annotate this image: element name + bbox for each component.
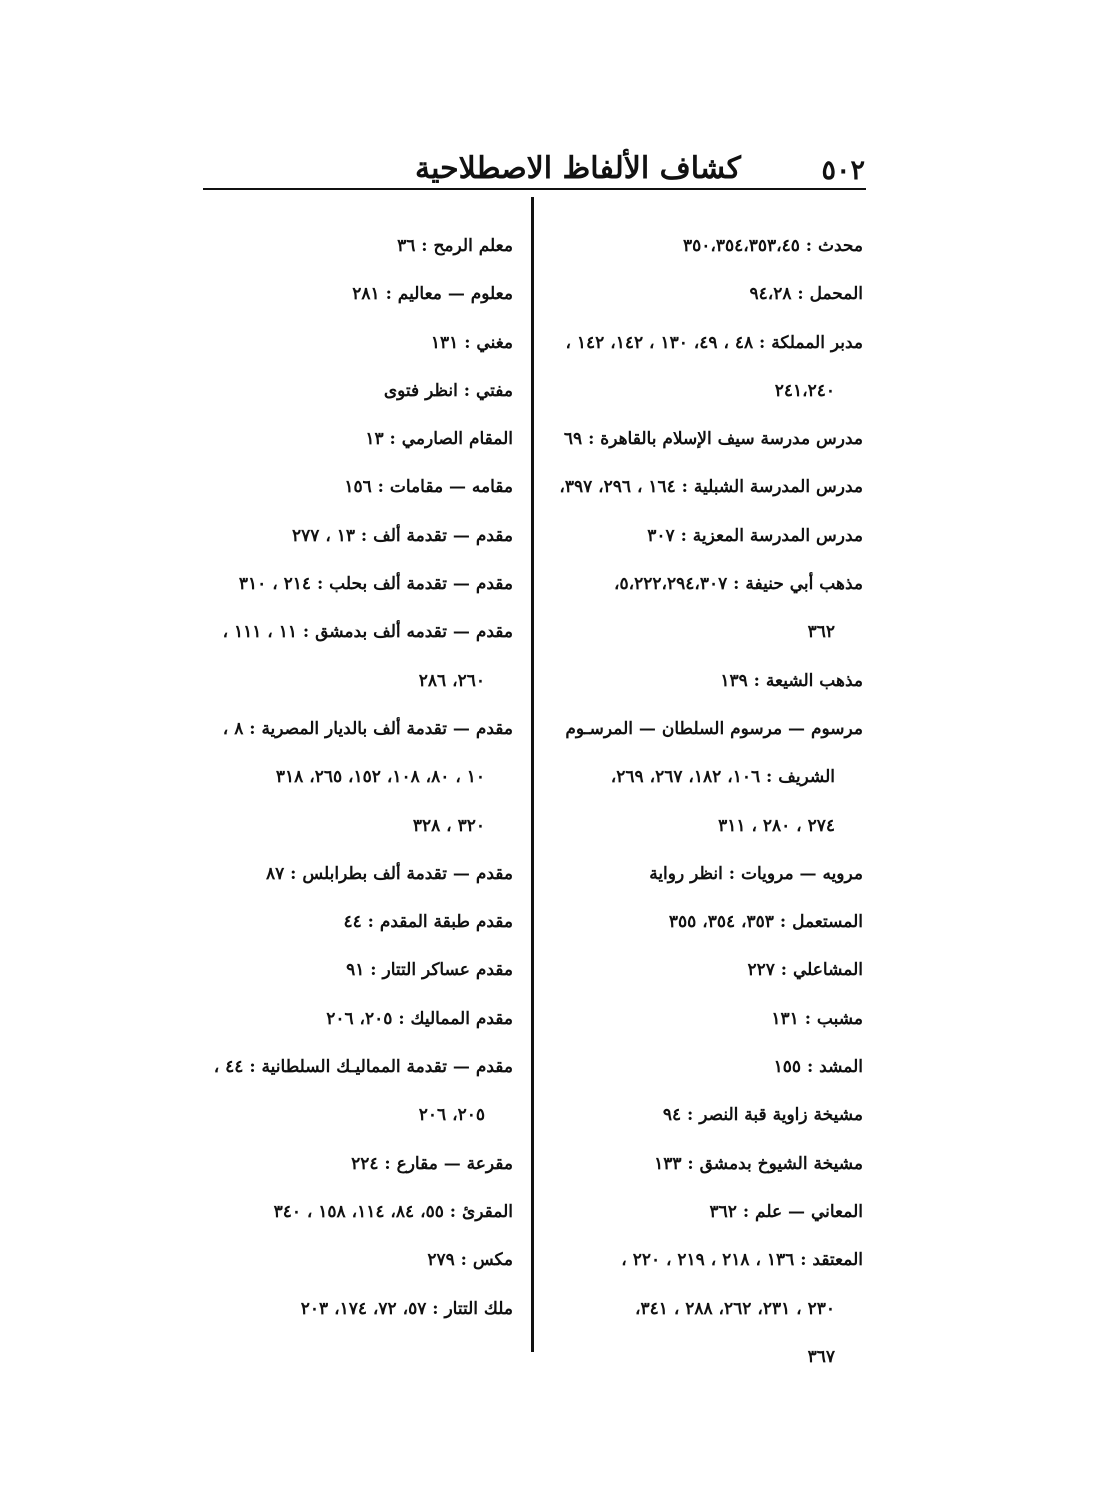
index-entry-continuation: ٣٦٢ bbox=[807, 622, 835, 643]
index-entry: مقدم طبقة المقدم : ٤٤ bbox=[343, 912, 513, 933]
index-entry-continuation: ٢٧٤ ، ٢٨٠ ، ٣١١ bbox=[718, 815, 835, 836]
index-entry-continuation: ٢٠٥، ٢٠٦ bbox=[418, 1105, 485, 1126]
index-entry: مشبب : ١٣١ bbox=[771, 1008, 863, 1029]
index-entry: مقرعة — مقارع : ٢٢٤ bbox=[351, 1153, 513, 1174]
page-header bbox=[205, 138, 865, 186]
index-entry: المعاني — علم : ٣٦٢ bbox=[709, 1201, 863, 1222]
index-entry: مغني : ١٣١ bbox=[430, 332, 513, 353]
column-divider bbox=[531, 197, 534, 1352]
index-entry: المقرئ : ٥٥، ٨٤، ١١٤، ١٥٨ ، ٣٤٠ bbox=[273, 1201, 513, 1222]
index-entry: مقدم — تقدمة ألف بالديار المصرية : ٨ ، bbox=[222, 718, 513, 739]
index-entry: معلم الرمح : ٣٦ bbox=[397, 236, 513, 256]
page-title: كشاف الألفاظ الاصطلاحية bbox=[415, 151, 741, 186]
index-entry-continuation: ٣٦٧ bbox=[807, 1346, 835, 1367]
index-entry: المحمل : ٩٤،٢٨ bbox=[749, 284, 863, 305]
index-entry: مقدم المماليك : ٢٠٥، ٢٠٦ bbox=[326, 1008, 513, 1029]
index-entry: مشيخة الشيوخ بدمشق : ١٣٣ bbox=[654, 1153, 863, 1174]
index-entry: المعتقد : ١٣٦ ، ٢١٨ ، ٢١٩ ، ٢٢٠ ، bbox=[621, 1250, 863, 1271]
index-entry: محدث : ٣٥٠،٣٥٤،٣٥٣،٤٥ bbox=[682, 236, 863, 256]
index-entry-continuation: ٣٢٠ ، ٣٢٨ bbox=[412, 815, 485, 836]
index-entry: المشاعلي : ٢٢٧ bbox=[747, 960, 863, 981]
index-entry: ملك التتار : ٥٧، ٧٢، ١٧٤، ٢٠٣ bbox=[300, 1298, 513, 1319]
index-entry: مدرس المدرسة الشبلية : ١٦٤ ، ٢٩٦، ٣٩٧، bbox=[559, 477, 863, 498]
index-entry: مفتي : انظر فتوى bbox=[383, 380, 513, 401]
index-entry: مرويه — مرويات : انظر رواية bbox=[649, 863, 863, 884]
index-entry: مقدم — تقدمة ألف بطرابلس : ٨٧ bbox=[266, 863, 513, 884]
index-entry: المشد : ١٥٥ bbox=[773, 1057, 863, 1078]
index-entry: مقامه — مقامات : ١٥٦ bbox=[344, 477, 513, 498]
index-entry: مشيخة زاوية قبة النصر : ٩٤ bbox=[662, 1105, 863, 1126]
header-rule bbox=[203, 188, 866, 190]
index-entry: المستعمل : ٣٥٣، ٣٥٤، ٣٥٥ bbox=[668, 912, 863, 933]
index-entry: مقدم — تقدمه ألف بدمشق : ١١ ، ١١١ ، bbox=[222, 622, 513, 643]
index-entry-continuation: ٢٣٠ ، ٢٣١، ٢٦٢، ٢٨٨ ، ٣٤١، bbox=[635, 1298, 835, 1319]
index-entry-continuation: ١٠ ، ٨٠، ١٠٨، ١٥٢، ٢٦٥، ٣١٨ bbox=[275, 767, 485, 788]
index-entry: مقدم عساكر التتار : ٩١ bbox=[346, 960, 513, 981]
index-entry: مقدم — تقدمة ألف : ١٣ ، ٢٧٧ bbox=[292, 525, 513, 546]
index-entry: معلوم — معاليم : ٢٨١ bbox=[352, 284, 513, 305]
index-entry: المقام الصارمي : ١٣ bbox=[365, 429, 513, 450]
index-entry: مدرس المدرسة المعزية : ٣٠٧ bbox=[647, 525, 863, 546]
right-column bbox=[548, 222, 863, 1381]
index-entry-continuation: الشريف : ١٠٦، ١٨٢، ٢٦٧، ٢٦٩، bbox=[610, 767, 835, 788]
page-number: ٥٠٢ bbox=[821, 155, 865, 186]
index-entry: مرسوم — مرسوم السلطان — المرسـوم bbox=[565, 718, 863, 739]
index-entry: مدبر المملكة : ٤٨ ، ٤٩، ١٣٠ ، ١٤٢، ١٤٢ ، bbox=[565, 332, 863, 353]
index-entry: مقدم — تقدمة المماليـك السلطانية : ٤٤ ، bbox=[213, 1057, 513, 1078]
index-entry: مكس : ٢٧٩ bbox=[427, 1250, 513, 1271]
index-entry: مقدم — تقدمة ألف بحلب : ٢١٤ ، ٣١٠ bbox=[238, 574, 513, 595]
index-entry-continuation: ٢٤١،٢٤٠ bbox=[774, 380, 835, 401]
index-entry: مدرس مدرسة سيف الإسلام بالقاهرة : ٦٩ bbox=[563, 429, 863, 450]
index-entry-continuation: ٢٦٠، ٢٨٦ bbox=[418, 670, 485, 691]
index-entry: مذهب الشيعة : ١٣٩ bbox=[720, 670, 863, 691]
left-column bbox=[205, 222, 513, 1333]
index-entry: مذهب أبي حنيفة : ٥،٢٢٢،٢٩٤،٣٠٧، bbox=[613, 574, 863, 595]
